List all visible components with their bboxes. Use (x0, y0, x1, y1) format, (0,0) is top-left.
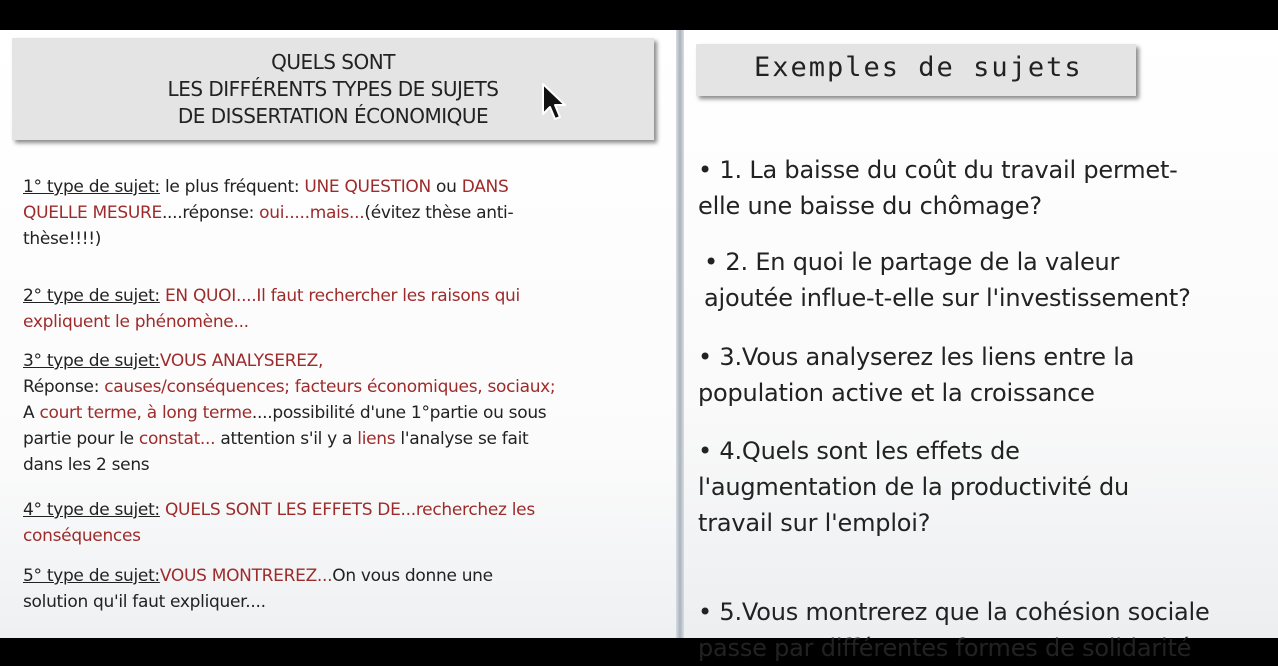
text-run: thèse!!!!) (23, 229, 102, 249)
video-top-bar (0, 0, 1278, 30)
slide-title-line-3: DE DISSERTATION ÉCONOMIQUE (177, 104, 489, 128)
example-line: • 4.Quels sont les effets de (698, 437, 1020, 465)
text-run: Réponse: (23, 377, 105, 397)
text-run: VOUS ANALYSEREZ, (159, 351, 324, 371)
example-line: travail sur l'emploi? (698, 509, 931, 537)
example-line: elle une baisse du chômage? (698, 192, 1042, 220)
example-item-1 (698, 152, 1178, 224)
text-run: ou (430, 177, 462, 197)
text-run: attention s'il y a (215, 429, 358, 449)
subject-type-label: 4° type de sujet: (23, 500, 160, 520)
slide-left-panel (0, 30, 676, 638)
example-line: l'augmentation de la productivité du (698, 473, 1130, 501)
example-item-3 (698, 339, 1134, 411)
text-run: On vous donne une (332, 566, 493, 586)
subject-type-label: 5° type de sujet: (23, 566, 160, 586)
text-run: constat... (138, 429, 216, 449)
mouse-cursor-icon (540, 82, 570, 124)
text-run: ....réponse: (161, 203, 260, 223)
example-line: • 5.Vous montrerez que la cohésion sociale (698, 598, 1210, 626)
text-run: A (23, 403, 40, 423)
text-run: QUELLE MESURE (23, 203, 162, 223)
subject-type-5 (23, 563, 623, 615)
text-run: ....possibilité d'une 1°partie ou sous (251, 403, 547, 423)
text-run: EN QUOI....Il faut rechercher les raisons qui (159, 286, 520, 306)
slide-title-line-2: LES DIFFÉRENTS TYPES DE SUJETS (167, 77, 499, 101)
example-line: passe par différentes formes de solidarité (698, 634, 1192, 662)
example-item-5 (698, 594, 1210, 666)
example-line: ajoutée influe-t-elle sur l'investissement? (704, 284, 1191, 312)
slide-title-line-1: QUELS SONT (271, 50, 395, 74)
subject-type-label: 1° type de sujet: (23, 177, 160, 197)
subject-type-4 (23, 497, 623, 549)
text-run: partie pour le (23, 429, 139, 449)
text-run: UNE QUESTION (304, 177, 431, 197)
text-run: solution qu'il faut expliquer.... (23, 592, 266, 612)
subject-type-label: 2° type de sujet: (23, 286, 160, 306)
text-run: oui.....mais... (259, 203, 365, 223)
text-run: le plus fréquent: (159, 177, 305, 197)
text-run: (évitez thèse anti- (364, 203, 514, 223)
slide-right-panel (684, 30, 1278, 662)
example-item-2 (704, 244, 1191, 316)
text-run: VOUS MONTREREZ... (159, 566, 333, 586)
examples-title: Exemples de sujets (754, 52, 1083, 83)
text-run: court terme, à long terme (39, 403, 252, 423)
text-run: conséquences (23, 526, 141, 546)
subject-type-label: 3° type de sujet: (23, 351, 160, 371)
subject-type-3 (23, 348, 623, 478)
text-run: DANS (461, 177, 509, 197)
text-run: dans les 2 sens (23, 455, 150, 475)
subject-type-1 (23, 174, 623, 252)
example-line: population active et la croissance (698, 379, 1095, 407)
example-line: • 2. En quoi le partage de la valeur (704, 248, 1120, 276)
text-run: QUELS SONT LES EFFETS DE...recherchez les (159, 500, 535, 520)
text-run: causes/conséquences; facteurs économiques, sociaux; (104, 377, 556, 397)
subject-type-2 (23, 283, 623, 335)
examples-title-box (696, 44, 1136, 96)
text-run: liens (357, 429, 396, 449)
text-run: expliquent le phénomène... (23, 312, 249, 332)
text-run: l'analyse se fait (395, 429, 529, 449)
example-line: • 3.Vous analyserez les liens entre la (698, 343, 1135, 371)
example-item-4 (698, 433, 1129, 541)
slide-divider (676, 30, 684, 638)
example-line: • 1. La baisse du coût du travail permet- (698, 156, 1178, 184)
